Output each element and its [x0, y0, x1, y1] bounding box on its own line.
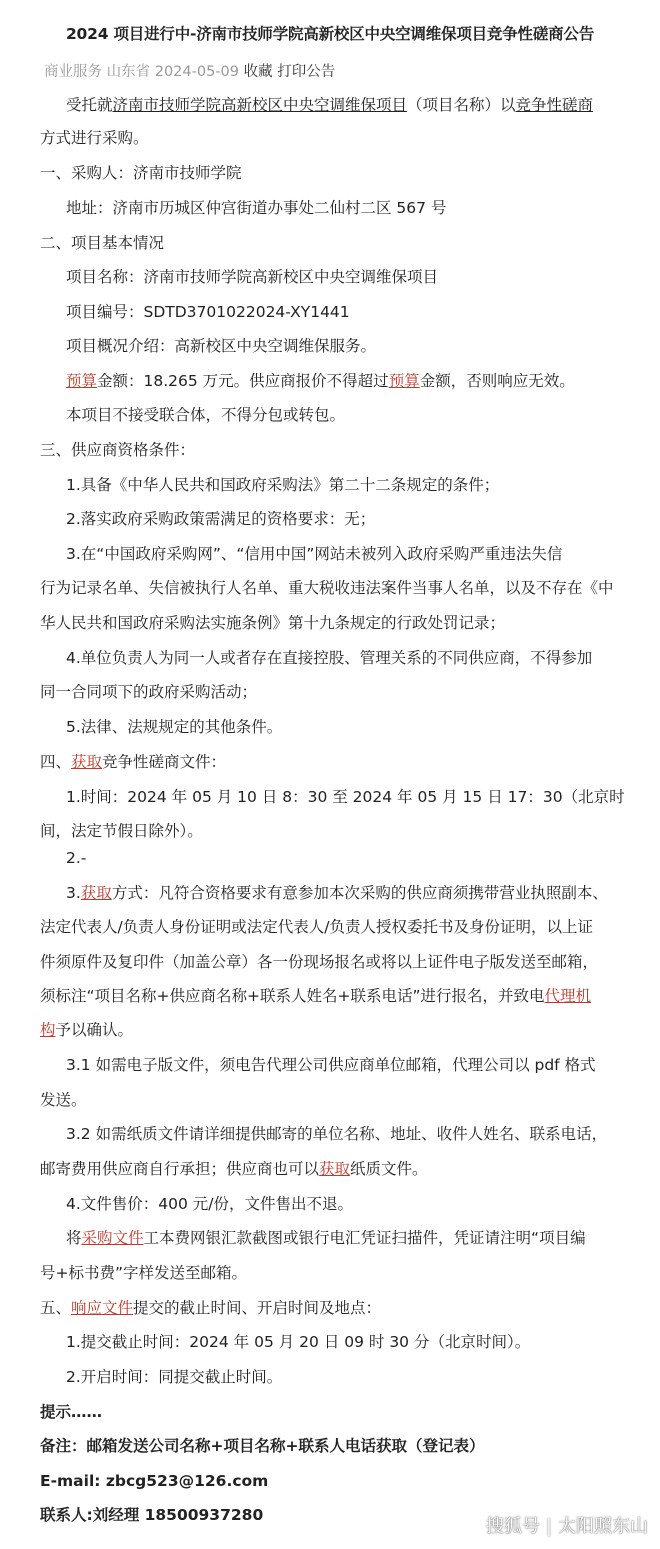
section-5-heading: 五、响应文件提交的截止时间、开启时间及地点：: [40, 1299, 382, 1317]
project-name-link[interactable]: 济南市技师学院高新校区中央空调维保项目: [112, 96, 408, 114]
electronic-file-line-1: 3.1 如需电子版文件，须电告代理公司供应商单位邮箱，代理公司以 pdf 格式: [66, 1056, 596, 1074]
obtain-method-line-3: 件须原件及复印件（加盖公章）各一份现场报名或将以上证件电子版发送至邮箱，: [40, 953, 599, 971]
contact-email: E-mail: zbcg523@126.com: [40, 1472, 269, 1490]
page-title: 2024 项目进行中-济南市技师学院高新校区中央空调维保项目竞争性磋商公告: [65, 25, 595, 43]
category-tag[interactable]: 商业服务: [44, 64, 102, 80]
obtain-time-line-2: 间，法定节假日除外）。: [40, 822, 203, 840]
section-2-heading: 二、项目基本情况: [40, 234, 165, 252]
condition-3-line-1: 3.在“中国政府采购网”、“信用中国”网站未被列入政府采购严重违法失信: [66, 545, 563, 563]
project-overview: 项目概况介绍：高新校区中央空调维保服务。: [66, 337, 377, 355]
watermark-author: 太阳照东山: [558, 1516, 648, 1537]
obtain-method-line-4: 须标注“项目名称+供应商名称+联系人姓名+联系电话”进行报名，并致电代理机: [40, 987, 592, 1005]
opening-time: 2.开启时间：同提交截止时间。: [66, 1368, 283, 1386]
agency-keyword-link[interactable]: 代理机: [544, 987, 592, 1005]
condition-2: 2.落实政府采购政策需满足的资格要求：无；: [66, 510, 376, 528]
paper-file-line-2: 邮寄费用供应商自行承担；供应商也可以获取纸质文件。: [40, 1160, 428, 1178]
obtain-keyword-link[interactable]: 获取: [80, 884, 112, 902]
submission-deadline: 1.提交截止时间：2024 年 05 月 20 日 09 时 30 分（北京时间）。: [66, 1333, 531, 1351]
procurement-file-link[interactable]: 采购文件: [81, 1229, 144, 1247]
obtain-keyword-link[interactable]: 获取: [319, 1160, 351, 1178]
procurement-method-link[interactable]: 竞争性磋商: [515, 96, 594, 114]
obtain-method-line-2: 法定代表人/负责人身份证明或法定代表人/负责人授权委托书及身份证明，以上证: [40, 918, 593, 936]
obtain-method-line-5: 构予以确认。: [40, 1021, 134, 1039]
file-price: 4.文件售价：400 元/份，文件售出不退。: [66, 1195, 354, 1213]
response-file-link[interactable]: 响应文件: [71, 1299, 134, 1317]
purchaser-address: 地址：济南市历城区仲宫街道办事处二仙村二区 567 号: [66, 199, 447, 217]
fee-proof-line-1: 将采购文件工本费网银汇款截图或银行电汇凭证扫描件，凭证请注明“项目编: [66, 1229, 586, 1247]
condition-3-line-3: 华人民共和国政府采购法实施条例》第十九条规定的行政处罚记录；: [40, 614, 506, 632]
intro-line-2: 方式进行采购。: [40, 129, 149, 147]
budget-keyword-link[interactable]: 预算: [66, 372, 98, 390]
section-1-heading: 一、采购人：济南市技师学院: [40, 164, 242, 182]
project-name: 项目名称：济南市技师学院高新校区中央空调维保项目: [66, 268, 439, 286]
watermark: 搜狐号 | 太阳照东山: [485, 1516, 648, 1537]
agency-keyword-link[interactable]: 构: [40, 1021, 56, 1039]
obtain-time-line-1: 1.时间：2024 年 05 月 10 日 8：30 至 2024 年 05 月 15 日 17：30（北京时: [66, 788, 625, 806]
condition-1: 1.具备《中华人民共和国政府采购法》第二十二条规定的条件；: [66, 476, 500, 494]
condition-4-line-2: 同一合同项下的政府采购活动；: [40, 683, 258, 701]
meta-bar: [44, 60, 335, 81]
paper-file-line-1: 3.2 如需纸质文件请详细提供邮寄的单位名称、地址、收件人姓名、联系电话，: [66, 1125, 608, 1143]
province-tag[interactable]: 山东省: [106, 64, 151, 80]
contact-person: 联系人:刘经理 18500937280: [40, 1506, 264, 1524]
budget-keyword-link[interactable]: 预算: [388, 372, 420, 390]
watermark-platform: 搜狐号: [485, 1516, 540, 1537]
publish-date: 2024-05-09: [154, 64, 239, 80]
condition-3-line-2: 行为记录名单、失信被执行人名单、重大税收违法案件当事人名单，以及不存在《中: [40, 579, 614, 597]
obtain-keyword-link[interactable]: 获取: [71, 753, 103, 771]
section-3-heading: 三、供应商资格条件：: [40, 441, 196, 459]
section-4-heading: 四、获取竞争性磋商文件：: [40, 753, 227, 771]
no-joint-note: 本项目不接受联合体，不得分包或转包。: [66, 406, 346, 424]
project-number: 项目编号：SDTD3701022024-XY1441: [66, 303, 350, 321]
fee-proof-line-2: 号+标书费”字样发送至邮箱。: [40, 1264, 248, 1282]
electronic-file-line-2: 发送。: [40, 1091, 87, 1109]
obtain-item-2: 2.-: [66, 849, 87, 867]
favorite-button[interactable]: 收藏: [243, 64, 273, 80]
remark-text: 备注：邮箱发送公司名称+项目名称+联系人电话获取（登记表）: [40, 1437, 485, 1455]
condition-5: 5.法律、法规规定的其他条件。: [66, 718, 283, 736]
print-button[interactable]: 打印公告: [277, 64, 336, 80]
intro-line-1: 受托就济南市技师学院高新校区中央空调维保项目（项目名称）以竞争性磋商: [66, 96, 594, 114]
budget-line: 预算金额：18.265 万元。供应商报价不得超过预算金额，否则响应无效。: [66, 372, 575, 390]
condition-4-line-1: 4.单位负责人为同一人或者存在直接控股、管理关系的不同供应商，不得参加: [66, 649, 593, 667]
tip-text: 提示……: [40, 1403, 103, 1421]
obtain-method-line-1: 3.获取方式：凡符合资格要求有意参加本次采购的供应商须携带营业执照副本、: [66, 884, 608, 902]
